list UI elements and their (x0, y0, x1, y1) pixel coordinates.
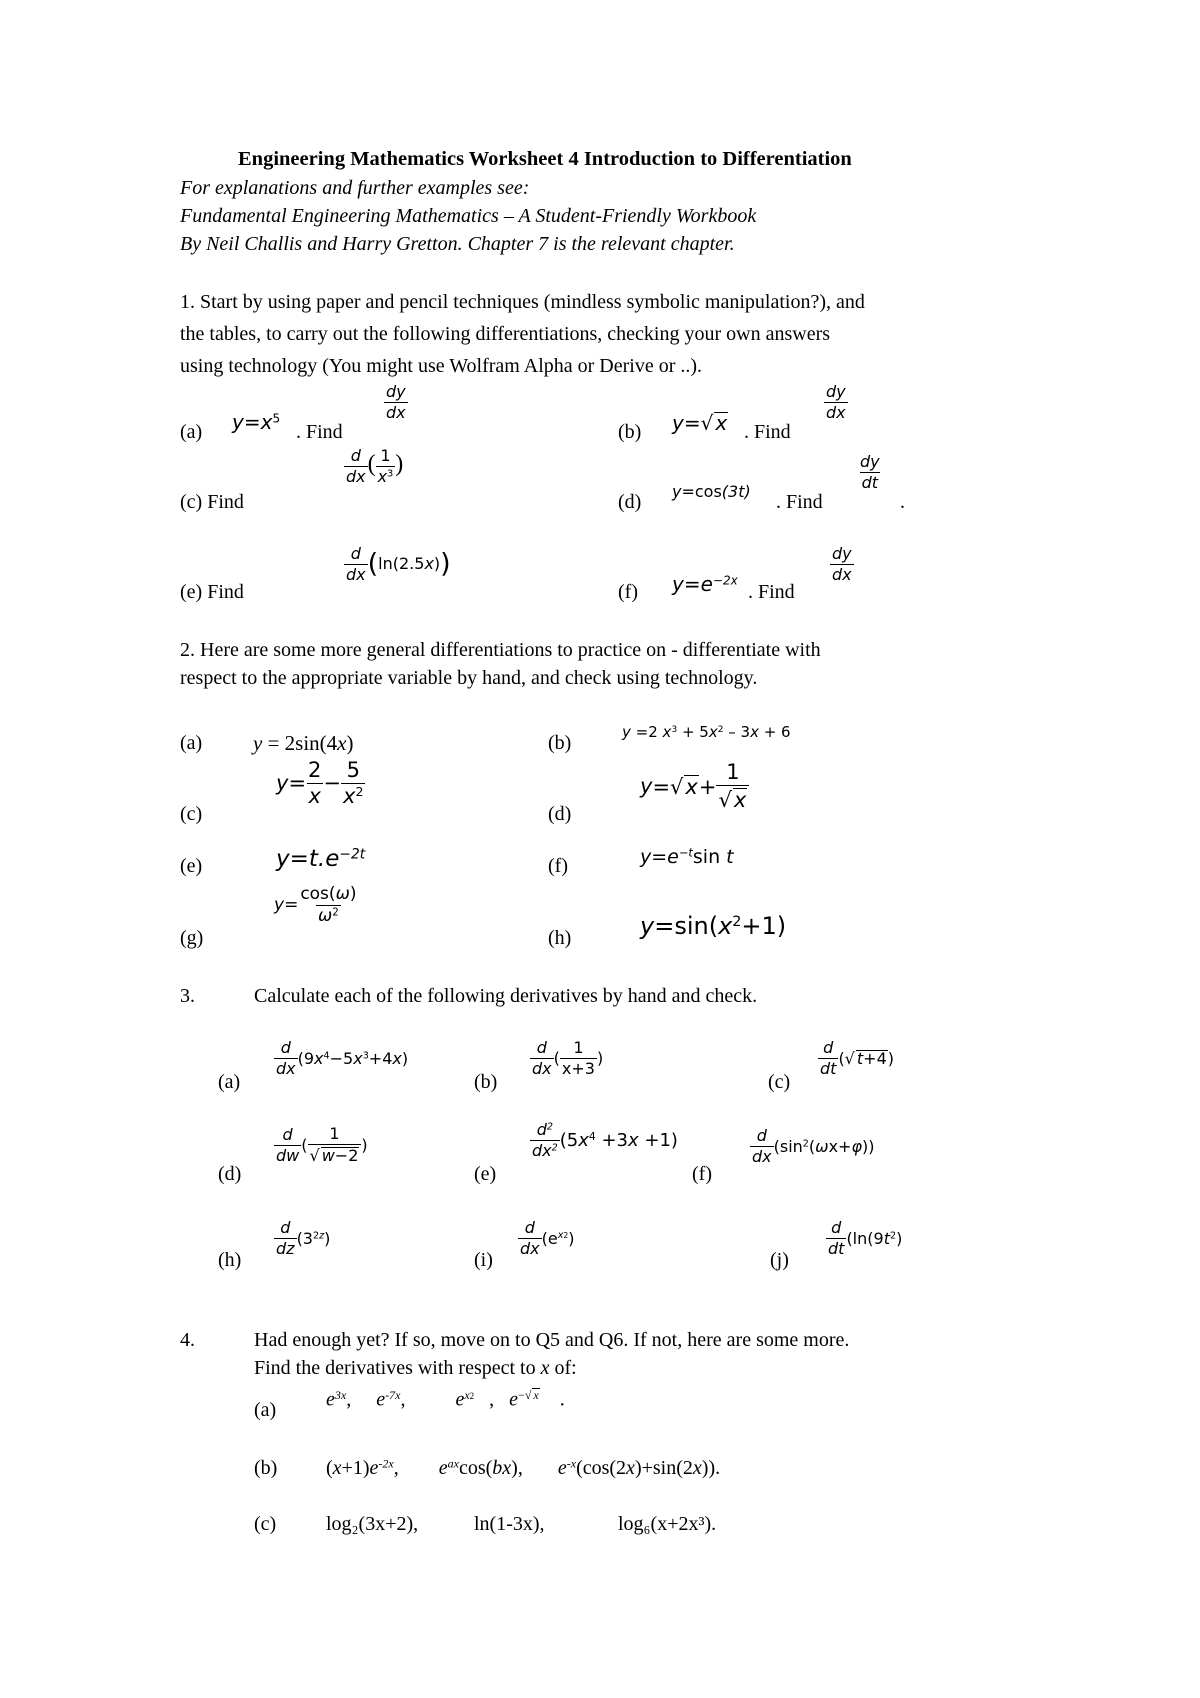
q3-expr-b: $\frac{d}{dx}$ ( $\frac{1}{x+3}$ ) (532, 1038, 604, 1078)
q2-label-a: (a) (180, 732, 203, 754)
q4-expr-a: $e^{3x}$, $e^{-7x}$, $e^{x2}$ , $e^{-√ x}$ . (326, 1388, 565, 1411)
q1-label-b: (b) (618, 421, 642, 443)
q2-expr-c: y= $\frac{2}{x}$ − $\frac{5}{x^2}$ (276, 758, 364, 808)
q3-expr-d: $\frac{d}{dw}$ ( $\frac{1}{√ w-2}$ ) (276, 1124, 368, 1165)
q4-label-a: (a) (254, 1399, 277, 1421)
q3-label-i: (i) (474, 1249, 493, 1271)
q4-c-item-2: ln(1-3x), (474, 1513, 545, 1535)
q1-label-a: (a) (180, 421, 203, 443)
q2-label-d: (d) (548, 803, 572, 825)
q3-label-e: (e) (474, 1163, 497, 1185)
book-reference: Fundamental Engineering Mathematics – A Student-Friendly Workbook (180, 205, 757, 227)
q4-number: 4. (180, 1329, 195, 1351)
q3-label-a: (a) (218, 1071, 241, 1093)
q2-intro-line-1: 2. Here are some more general differentiations to practice on - differentiate with (180, 639, 821, 661)
q3-label-h: (h) (218, 1249, 242, 1271)
q2-intro-line-2: respect to the appropriate variable by hand, and check using technology. (180, 667, 758, 689)
q2-expr-e: $y=t.e^{-2t}$ (276, 846, 366, 872)
q3-expr-c: $\frac{d}{dt}$ (√ t+4) (820, 1038, 894, 1078)
q2-expr-h: $y=\sin(x^2+1)$ (640, 912, 787, 940)
q3-expr-h: $\frac{d}{dz}$ $(3^{2z})$ (276, 1218, 331, 1258)
subtitle-line: For explanations and further examples see: (180, 177, 530, 199)
q3-expr-e: $\frac{d^2}{dx^2}$ $(5x^4 +3x +1)$ (532, 1120, 678, 1160)
q3-label-d: (d) (218, 1163, 242, 1185)
q2-label-g: (g) (180, 927, 204, 949)
q1-intro-line-2: the tables, to carry out the following differentiations, checking your own answers (180, 323, 831, 345)
q1-expr-e: $\frac{d}{dx}$ (ln(2.5x)) (346, 544, 451, 584)
q2-expr-d: y=√x+ $\frac{1}{√x}$ (640, 762, 749, 811)
q1-deriv-f: $\frac{dy}{dx}$ (832, 544, 852, 584)
q2-expr-b: y =2 $x^3 + 5x^2 - 3x + 6$ (622, 723, 791, 741)
q1-deriv-b: $\frac{dy}{dx}$ (826, 382, 846, 422)
q4-label-b: (b) (254, 1457, 278, 1479)
q3-expr-j: $\frac{d}{dt}$ ($\ln(9t^2)$ (828, 1218, 903, 1258)
q1-label-d: (d) (618, 491, 642, 513)
q1-intro-line-3: using technology (You might use Wolfram Alpha or Derive or ..). (180, 355, 703, 377)
q3-expr-a: $\frac{d}{dx}$ $(9x^4-5x^3+4x)$ (276, 1038, 409, 1078)
q3-label-j: (j) (770, 1249, 789, 1271)
page-title: Engineering Mathematics Worksheet 4 Introduction to Differentiation (238, 148, 852, 170)
q1-deriv-d: $\frac{dy}{dt}$ (860, 452, 880, 492)
q1-find-d: . Find (776, 491, 823, 513)
q1-find-f: . Find (748, 581, 795, 603)
q3-expr-f: $\frac{d}{dx}$ $(\sin^2(\omega x+\varphi))$ (752, 1126, 875, 1166)
q1-expr-f: $y=e^{-2x}$ (672, 572, 738, 596)
q1-label-e: (e) Find (180, 581, 244, 603)
q1-find-b: . Find (744, 421, 791, 443)
author-reference: By Neil Challis and Harry Gretton. Chapter 7 is the relevant chapter. (180, 233, 735, 255)
q2-expr-f: $y=e^{-t}\sin$ t (640, 845, 734, 868)
q4-c-item-1: log₂(3x+2), (326, 1513, 419, 1535)
q2-expr-g: y= $\frac{\cos(\omega)}{\omega^2}$ (274, 884, 357, 926)
q2-label-h: (h) (548, 927, 572, 949)
q1-label-f: (f) (618, 581, 638, 603)
q1-expr-a: $y=x^5$ (232, 410, 281, 434)
q3-expr-i: $\frac{d}{dx}$ $(e^{x2})$ (520, 1218, 575, 1258)
q1-label-c: (c) Find (180, 491, 244, 513)
q4-label-c: (c) (254, 1513, 277, 1535)
q3-text: Calculate each of the following derivatives by hand and check. (254, 985, 758, 1007)
q1-expr-b: y=√ x (672, 411, 728, 435)
q1-trailing-dot: . (900, 491, 905, 513)
q1-expr-d: y=cos(3t) (672, 482, 751, 501)
q2-label-b: (b) (548, 732, 572, 754)
q3-label-c: (c) (768, 1071, 791, 1093)
q1-deriv-a: $\frac{dy}{dx}$ (386, 382, 406, 422)
q1-intro-line-1: 1. Start by using paper and pencil techniques (mindless symbolic manipulation?), and (180, 291, 865, 313)
q2-label-e: (e) (180, 855, 203, 877)
q3-number: 3. (180, 985, 195, 1007)
q4-line-1: Had enough yet? If so, move on to Q5 and Q6. If not, here are some more. (254, 1329, 850, 1351)
q1-find-a: . Find (296, 421, 343, 443)
q1-expr-c: $\frac{d}{dx}$ ( $\frac{1}{x^3}$ ) (346, 446, 404, 486)
q3-label-f: (f) (692, 1163, 712, 1185)
q4-c-item-3: log₆(x+2x³). (618, 1513, 717, 1535)
q2-expr-a: y = 2sin(4x) (253, 731, 354, 755)
q3-label-b: (b) (474, 1071, 498, 1093)
q4-expr-b: $(x+1)e^{-2x}$, $e^{ax}\cos(bx)$, $e^{-x}(\cos(2x)+\sin(2x))$. (326, 1456, 721, 1479)
q2-label-c: (c) (180, 803, 203, 825)
q2-label-f: (f) (548, 855, 568, 877)
q4-line-2: Find the derivatives with respect to x of: (254, 1357, 577, 1379)
